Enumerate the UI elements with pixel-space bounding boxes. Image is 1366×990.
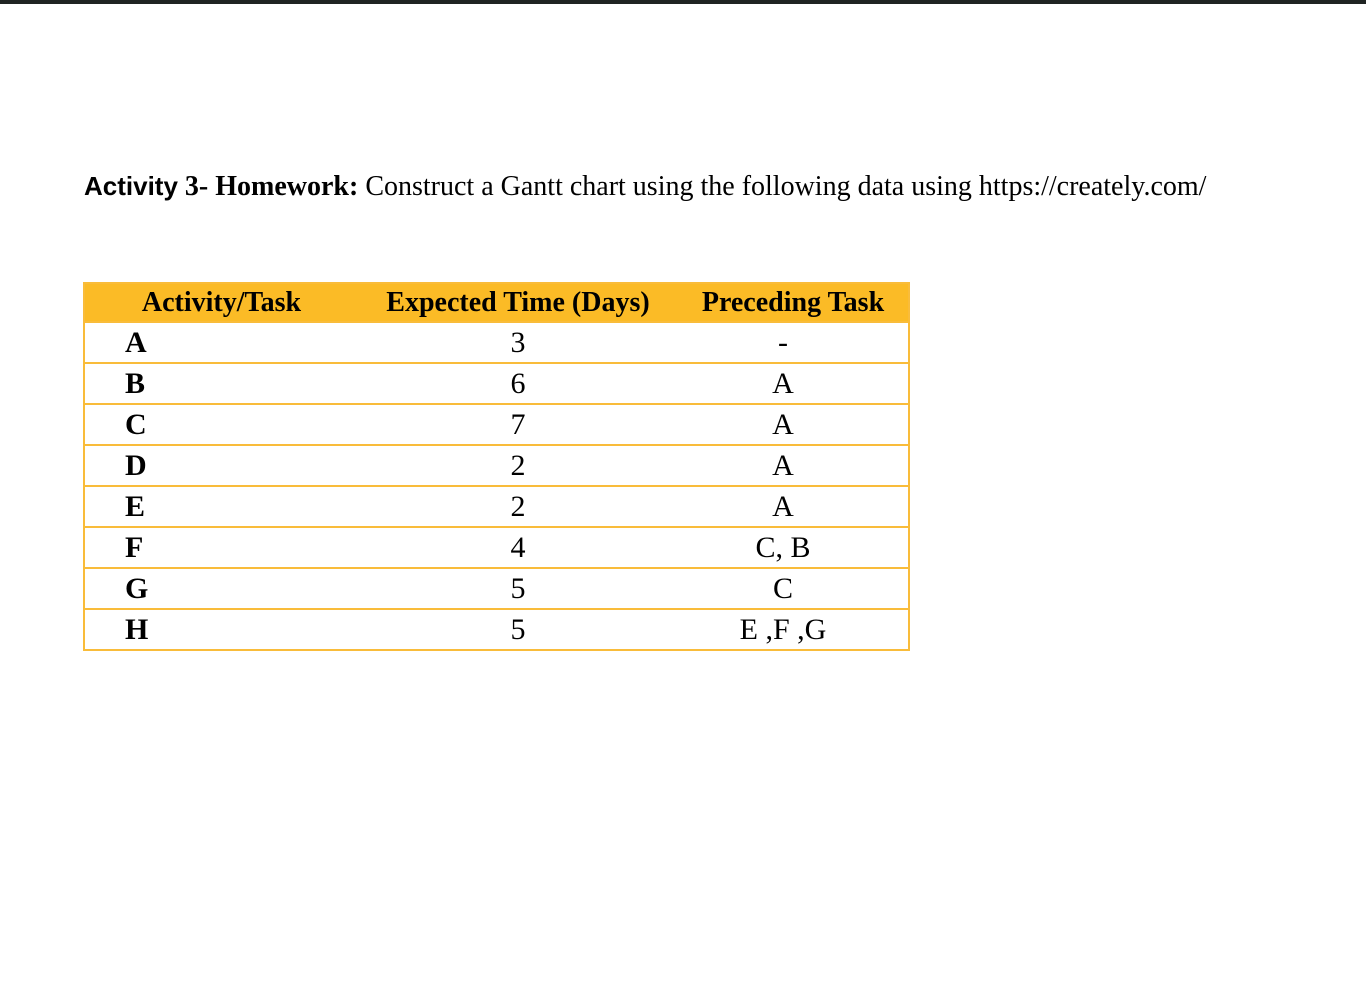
header-expected-time: Expected Time (Days)	[358, 283, 678, 322]
cell-task: B	[84, 363, 358, 404]
cell-task: A	[84, 322, 358, 363]
cell-task: D	[84, 445, 358, 486]
table-row	[84, 486, 909, 527]
table-row	[84, 527, 909, 568]
top-border	[0, 0, 1366, 4]
cell-task: G	[84, 568, 358, 609]
table-row	[84, 609, 909, 650]
table-row	[84, 568, 909, 609]
cell-time: 2	[358, 445, 678, 486]
heading-label-homework: 3- Homework:	[177, 171, 359, 202]
cell-task: H	[125, 612, 149, 646]
cell-time: 7	[358, 404, 678, 445]
cell-preceding: C	[678, 568, 909, 609]
header-activity-task: Activity/Task	[84, 283, 358, 322]
cell-preceding: A	[678, 404, 909, 445]
cell-preceding: E ,F ,G	[739, 612, 827, 646]
header-preceding-task: Preceding Task	[678, 283, 909, 322]
cell-preceding: A	[678, 445, 909, 486]
cell-task: E	[84, 486, 358, 527]
heading-label-activity: Activity	[84, 171, 178, 201]
cell-preceding: C, B	[678, 527, 909, 568]
assignment-heading	[84, 168, 1206, 205]
table-row	[84, 322, 909, 363]
table-row	[84, 363, 909, 404]
table-row	[84, 404, 909, 445]
cell-time: 3	[358, 322, 678, 363]
cell-preceding: A	[678, 363, 909, 404]
table-row	[84, 445, 909, 486]
cell-time: 5	[358, 568, 678, 609]
cell-time: 4	[358, 527, 678, 568]
cell-time: 2	[358, 486, 678, 527]
heading-instruction: Construct a Gantt chart using the following data using https://creately.com/	[358, 171, 1207, 202]
table-header-row	[84, 283, 909, 322]
cell-time: 6	[358, 363, 678, 404]
cell-task: C	[84, 404, 358, 445]
cell-preceding: -	[678, 322, 909, 363]
activity-table	[83, 282, 910, 651]
cell-task: F	[84, 527, 358, 568]
cell-time: 5	[510, 612, 526, 646]
cell-preceding: A	[678, 486, 909, 527]
